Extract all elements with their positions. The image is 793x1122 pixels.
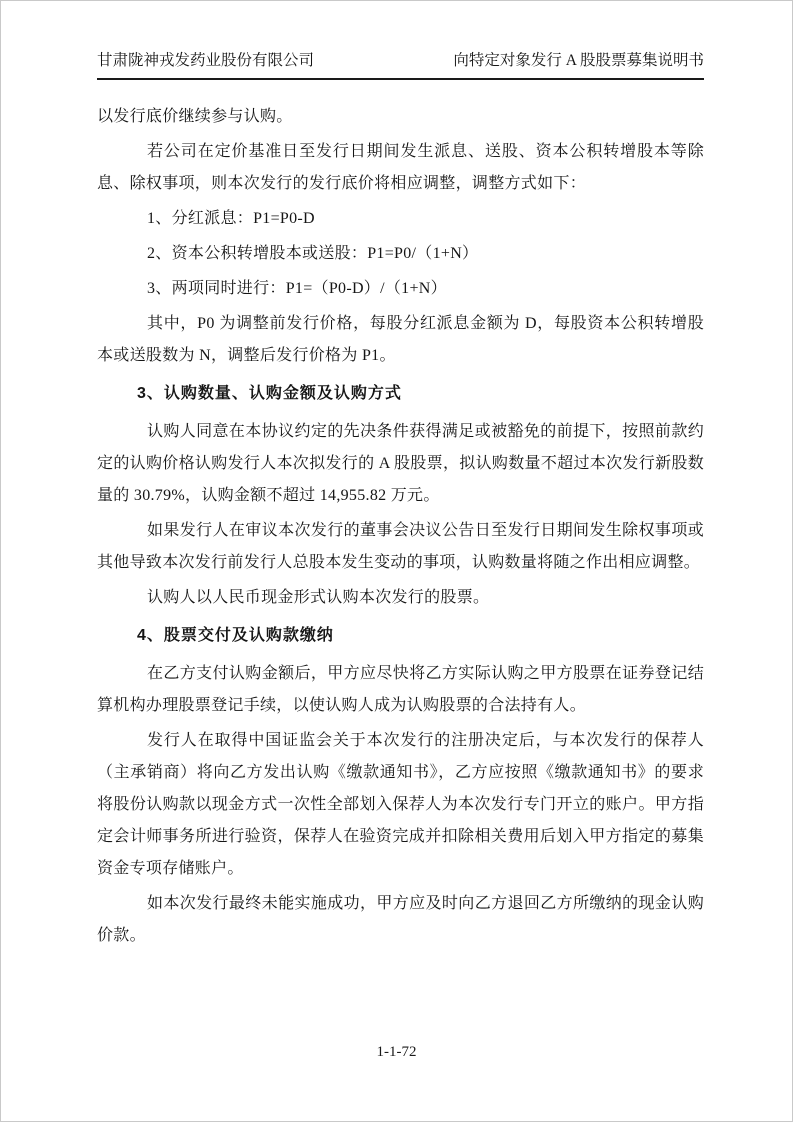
header-company-name: 甘肃陇神戎发药业股份有限公司	[97, 52, 315, 69]
header-document-title: 向特定对象发行 A 股股票募集说明书	[453, 52, 704, 69]
page-number: 1-1-72	[376, 1044, 417, 1060]
formula-item-2: 2、资本公积转增股本或送股：P1=P0/（1+N）	[147, 245, 479, 262]
formula-item-3: 3、两项同时进行：P1=（P0-D）/（1+N）	[147, 280, 447, 297]
content-column	[97, 1, 704, 955]
paragraph: 其中，P0 为调整前发行价格，每股分红派息金额为 D，每股资本公积转增股本或送股数为 N，调整后发行价格为 P1。	[97, 315, 704, 364]
page-header	[97, 1, 704, 80]
paragraph: 如果发行人在审议本次发行的董事会决议公告日至发行日期间发生除权事项或其他导致本次发行前发行人总股本发生变动的事项，认购数量将随之作出相应调整。	[97, 522, 704, 571]
section-heading-3: 3、认购数量、认购金额及认购方式	[137, 385, 402, 402]
paragraph-continuation: 以发行底价继续参与认购。	[97, 108, 293, 125]
document-body	[97, 80, 704, 952]
section-heading-4: 4、股票交付及认购款缴纳	[137, 627, 334, 644]
paragraph: 如本次发行最终未能实施成功，甲方应及时向乙方退回乙方所缴纳的现金认购价款。	[97, 895, 704, 944]
paragraph: 认购人同意在本协议约定的先决条件获得满足或被豁免的前提下，按照前款约定的认购价格认购发行人本次拟发行的 A 股股票，拟认购数量不超过本次发行新股数量的 30.79%，认购金额不超过 14,955.82 万元。	[97, 423, 704, 504]
paragraph: 认购人以人民币现金形式认购本次发行的股票。	[147, 589, 490, 606]
paragraph: 若公司在定价基准日至发行日期间发生派息、送股、资本公积转增股本等除息、除权事项，则本次发行的发行底价将相应调整，调整方式如下：	[97, 143, 704, 192]
paragraph: 发行人在取得中国证监会关于本次发行的注册决定后，与本次发行的保荐人（主承销商）将向乙方发出认购《缴款通知书》，乙方应按照《缴款通知书》的要求将股份认购款以现金方式一次性全部划入保荐人为本次发行专门开立的账户。甲方指定会计师事务所进行验资，保荐人在验资完成并扣除相关费用后划入甲方指定的募集资金专项存储账户。	[97, 732, 704, 877]
page-footer	[1, 1044, 792, 1061]
formula-item-1: 1、分红派息：P1=P0-D	[147, 210, 315, 227]
paragraph: 在乙方支付认购金额后，甲方应尽快将乙方实际认购之甲方股票在证券登记结算机构办理股票登记手续，以使认购人成为认购股票的合法持有人。	[97, 665, 704, 714]
